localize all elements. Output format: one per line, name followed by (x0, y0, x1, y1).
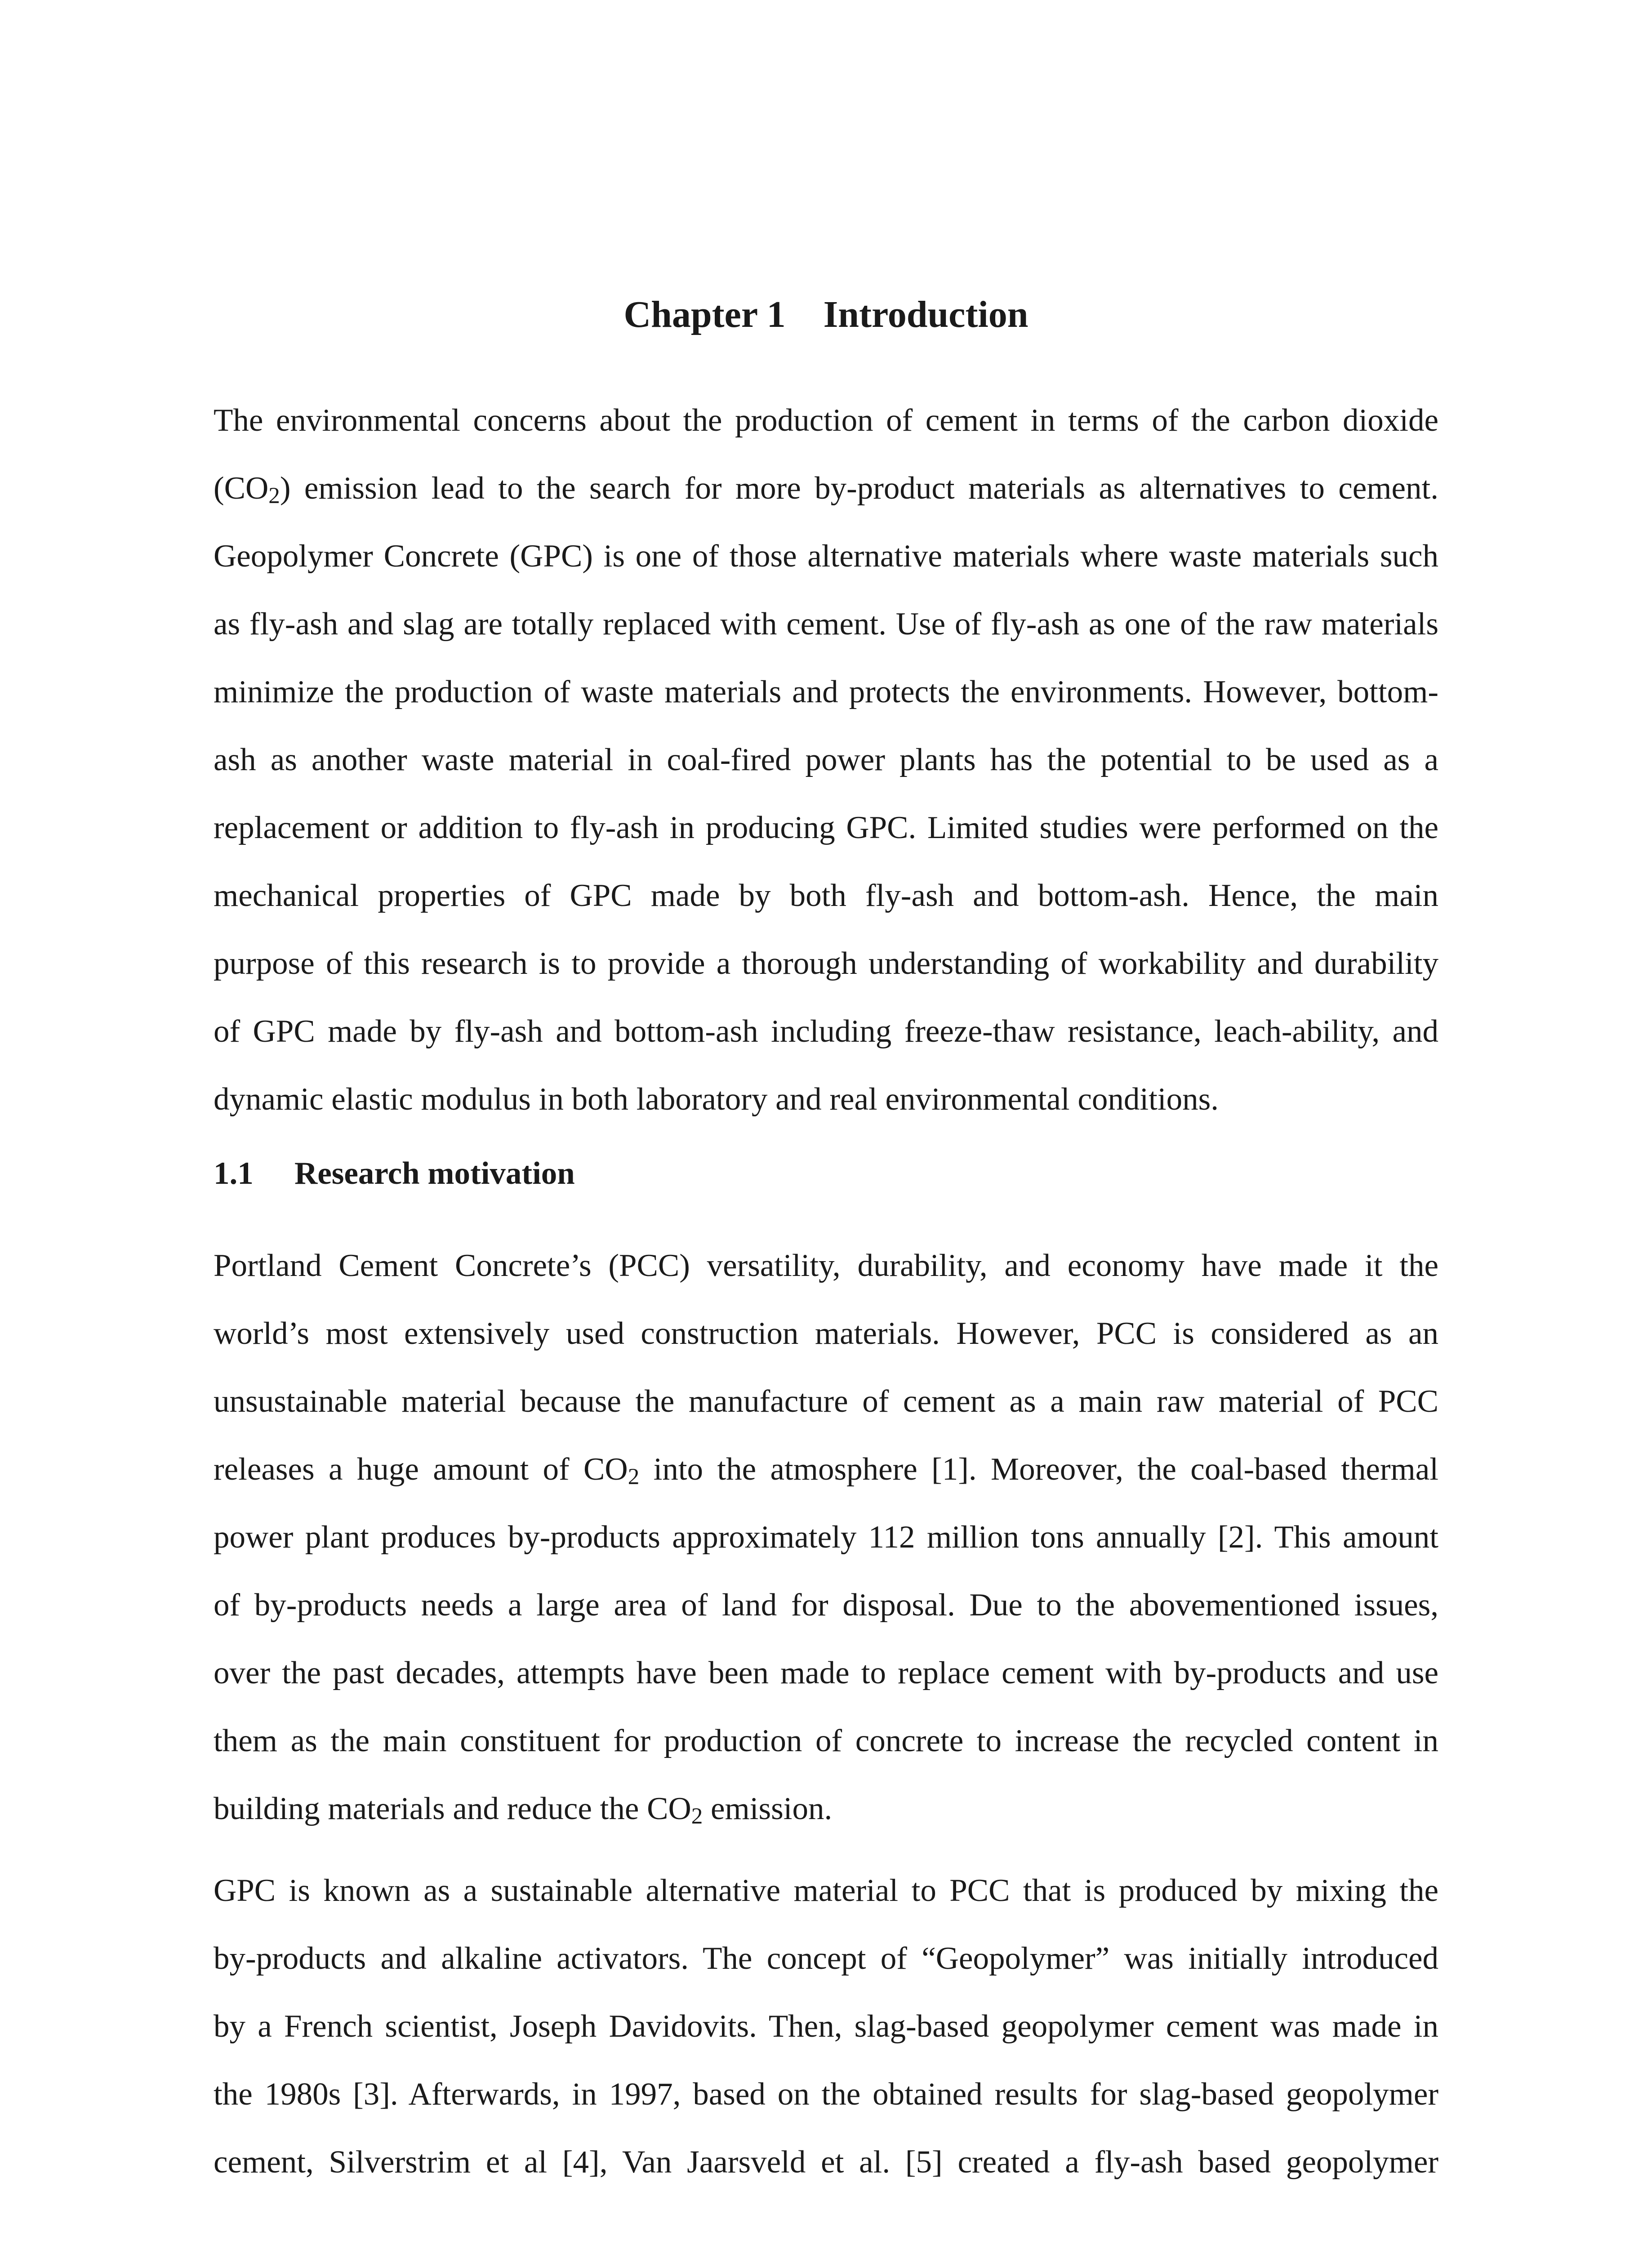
paragraph-line: building materials and reduce the $CO_2$ emission. (214, 1791, 833, 1829)
subscript: 2 (268, 483, 280, 509)
intro-paragraph (214, 387, 1438, 1133)
paragraph-line: cement, Silverstrim et al [4], Van Jaarsveld et al. [5] created a fly-ash based geopolymer (214, 2145, 1438, 2180)
paragraph-line: mechanical properties of GPC made by both fly-ash and bottom-ash. Hence, the main (214, 878, 1438, 913)
paragraph-line: GPC is known as a sustainable alternative material to PCC that is produced by mixing the (214, 1873, 1438, 1908)
paragraph-line: by a French scientist, Joseph Davidovits. Then, slag-based geopolymer cement was made in (214, 2009, 1438, 2044)
chapter-title: Chapter 1 Introduction (623, 294, 1029, 335)
paragraph-line: replacement or addition to fly-ash in producing GPC. Limited studies were performed on the (214, 810, 1438, 845)
subscript: 2 (628, 1464, 640, 1490)
paragraph-line: as fly-ash and slag are totally replaced with cement. Use of fly-ash as one of the raw materials (214, 607, 1438, 642)
paragraph-line: of GPC made by fly-ash and bottom-ash including freeze-thaw resistance, leach-ability, and (214, 1014, 1438, 1049)
paragraph-line: of by-products needs a large area of land for disposal. Due to the abovementioned issues, (214, 1588, 1438, 1623)
paragraph-line: world’s most extensively used construction materials. However, PCC is considered as an (214, 1316, 1438, 1351)
section-title: Research motivation (294, 1156, 575, 1191)
paragraph-line: $(CO_2)$ emission lead to the search for more by-product materials as alternatives to cement. (214, 471, 1438, 509)
paragraph-line: releases a huge amount of $CO_2$ into the atmosphere [1]. Moreover, the coal-based thermal (214, 1452, 1438, 1490)
gpc-paragraph (214, 1857, 1438, 2196)
paragraph-line: them as the main constituent for production of concrete to increase the recycled content in (214, 1723, 1438, 1758)
paragraph-line: power plant produces by-products approximately 112 million tons annually [2]. This amount (214, 1520, 1438, 1555)
paragraph-line: Geopolymer Concrete (GPC) is one of those alternative materials where waste materials such (214, 539, 1438, 574)
paragraph-line: minimize the production of waste materials and protects the environments. However, bottom- (214, 674, 1438, 709)
paragraph-line: unsustainable material because the manufacture of cement as a main raw material of PCC (214, 1384, 1438, 1419)
paragraph-line: over the past decades, attempts have been made to replace cement with by-products and use (214, 1655, 1438, 1690)
paragraph-line: purpose of this research is to provide a thorough understanding of workability and durability (214, 946, 1438, 981)
section-heading (214, 1151, 575, 1196)
subscript: 2 (691, 1803, 703, 1829)
paragraph-line: by-products and alkaline activators. The concept of “Geopolymer” was initially introduced (214, 1941, 1438, 1976)
paragraph-line: The environmental concerns about the production of cement in terms of the carbon dioxide (214, 403, 1438, 438)
paragraph-line: Portland Cement Concrete’s (PCC) versatility, durability, and economy have made it the (214, 1248, 1438, 1283)
paragraph-line: dynamic elastic modulus in both laboratory and real environmental conditions. (214, 1082, 1219, 1117)
motivation-paragraph (214, 1232, 1438, 1843)
section-number: 1.1 (214, 1156, 254, 1191)
paragraph-line: ash as another waste material in coal-fired power plants has the potential to be used as a (214, 742, 1438, 777)
paragraph-line: the 1980s [3]. Afterwards, in 1997, based on the obtained results for slag-based geopolymer (214, 2077, 1438, 2112)
